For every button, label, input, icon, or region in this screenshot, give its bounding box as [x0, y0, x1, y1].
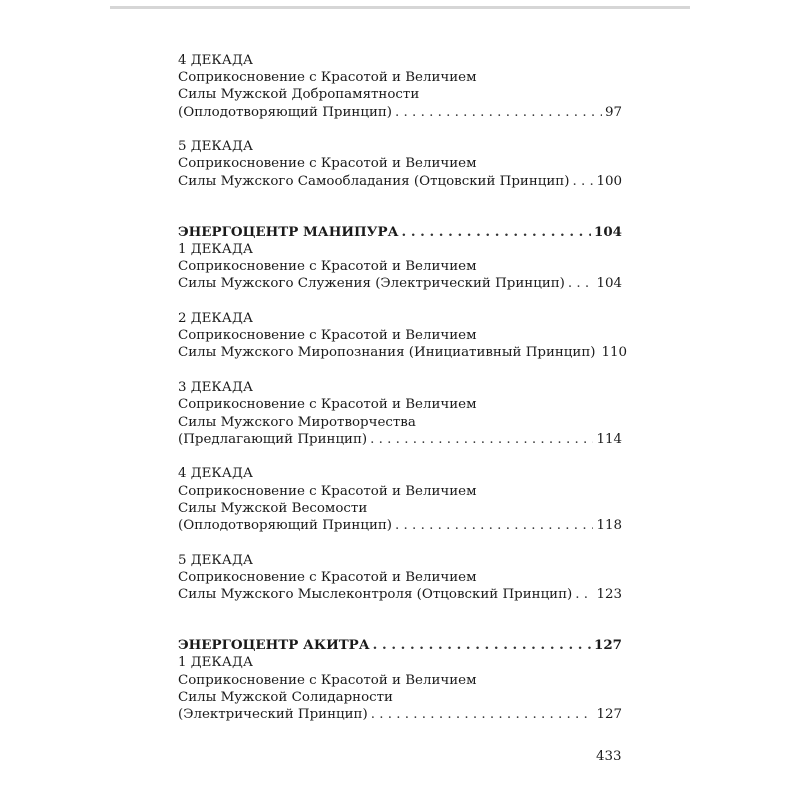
page-ref: 127: [594, 637, 622, 654]
entry-line: [178, 689, 622, 706]
table-of-contents: [178, 52, 628, 741]
leader-dots: [373, 637, 591, 654]
decade-label: 5 ДЕКАДА: [178, 552, 253, 568]
entry-last-line: [178, 173, 622, 190]
leader-dots: [371, 706, 594, 723]
entry-text: Силы Мужской Весомости: [178, 500, 368, 516]
decade-label: 2 ДЕКАДА: [178, 311, 253, 327]
page-number: 433: [596, 749, 622, 764]
page-ref: 100: [596, 173, 622, 189]
decade-heading: [178, 654, 622, 671]
decade-label: 3 ДЕКАДА: [178, 380, 253, 396]
leader-dots: [575, 586, 593, 603]
entry-line: [178, 396, 622, 413]
page-ref: 127: [596, 706, 622, 722]
entry-text: (Предлагающий Принцип): [178, 431, 368, 447]
toc-entry: [178, 241, 622, 293]
entry-text: Соприкосновение с Красотой и Величием: [178, 70, 477, 86]
leader-dots: [395, 104, 602, 121]
leader-dots: [568, 275, 594, 292]
entry-last-line: [178, 706, 622, 723]
entry-text: Соприкосновение с Красотой и Величием: [178, 672, 477, 688]
entry-line: [178, 327, 622, 344]
entry-text: Соприкосновение с Красотой и Величием: [178, 569, 477, 585]
toc-entry: [178, 138, 622, 190]
entry-line: [178, 569, 622, 586]
entry-last-line: [178, 431, 622, 448]
toc-entry: [178, 654, 622, 723]
entry-text: Силы Мужского Миропознания (Инициативный Принцип): [178, 345, 596, 361]
toc-entry: [178, 52, 622, 121]
toc-entry: [178, 552, 622, 604]
entry-text: Силы Мужского Самообладания (Отцовский Принцип): [178, 173, 570, 189]
entry-text: Силы Мужской Добропамятности: [178, 87, 420, 103]
entry-text: Силы Мужского Мыслеконтроля (Отцовский Принцип): [178, 587, 573, 602]
entry-line: [178, 500, 622, 517]
entry-last-line: [178, 586, 622, 603]
page-ref: 104: [596, 276, 622, 292]
decade-heading: [178, 310, 622, 327]
entry-line: [178, 69, 622, 86]
decade-label: 5 ДЕКАДА: [178, 139, 253, 155]
section-heading: [178, 637, 622, 654]
decade-heading: [178, 552, 622, 569]
decade-heading: [178, 379, 622, 396]
toc-section-akitra: [178, 637, 622, 723]
leader-dots: [572, 173, 593, 190]
entry-text: Соприкосновение с Красотой и Величием: [178, 328, 477, 344]
entry-last-line: [178, 344, 628, 361]
entry-line: [178, 258, 622, 275]
section-title: ЭНЕРГОЦЕНТР МАНИПУРА: [178, 223, 399, 240]
entry-line: [178, 414, 622, 431]
entry-text: Соприкосновение с Красотой и Величием: [178, 156, 477, 172]
entry-text: Соприкосновение с Красотой и Величием: [178, 397, 477, 413]
entry-line: [178, 155, 622, 172]
entry-text: (Электрический Принцип): [178, 706, 368, 722]
entry-last-line: [178, 104, 622, 121]
toc-entry: [178, 465, 622, 534]
toc-entry: [178, 310, 628, 362]
decade-label: 1 ДЕКАДА: [178, 655, 253, 671]
top-rule: [110, 6, 690, 9]
leader-dots: [395, 517, 593, 534]
entry-line: [178, 672, 622, 689]
decade-label: 4 ДЕКАДА: [178, 466, 253, 482]
entry-text: Силы Мужской Солидарности: [178, 689, 393, 705]
decade-heading: [178, 465, 622, 482]
page-ref: 114: [596, 431, 622, 447]
page-ref: 110: [601, 345, 628, 361]
decade-label: 1 ДЕКАДА: [178, 242, 253, 257]
entry-last-line: [178, 275, 622, 292]
entry-text: (Оплодотворяющий Принцип): [178, 517, 393, 533]
entry-text: (Оплодотворяющий Принцип): [178, 104, 393, 120]
leader-dots: [370, 431, 593, 448]
entry-line: [178, 86, 622, 103]
decade-heading: [178, 138, 622, 155]
page-ref: 97: [604, 104, 622, 120]
entry-text: Силы Мужского Служения (Электрический Принцип): [178, 276, 565, 292]
page-ref: 118: [596, 517, 622, 533]
section-heading: [178, 224, 622, 241]
entry-text: Силы Мужского Миротворчества: [178, 414, 416, 430]
toc-entry: [178, 379, 622, 448]
entry-text: Соприкосновение с Красотой и Величием: [178, 483, 477, 499]
page-ref: 104: [594, 223, 622, 240]
decade-heading: [178, 52, 622, 69]
entry-last-line: [178, 517, 622, 534]
decade-label: 4 ДЕКАДА: [178, 53, 253, 68]
section-title: ЭНЕРГОЦЕНТР АКИТРА: [178, 637, 370, 654]
decade-heading: [178, 241, 622, 258]
leader-dots: [402, 224, 592, 241]
entry-text: Соприкосновение с Красотой и Величием: [178, 259, 477, 275]
page-ref: 123: [596, 587, 622, 602]
entry-line: [178, 483, 622, 500]
toc-section-manipura: [178, 223, 628, 603]
